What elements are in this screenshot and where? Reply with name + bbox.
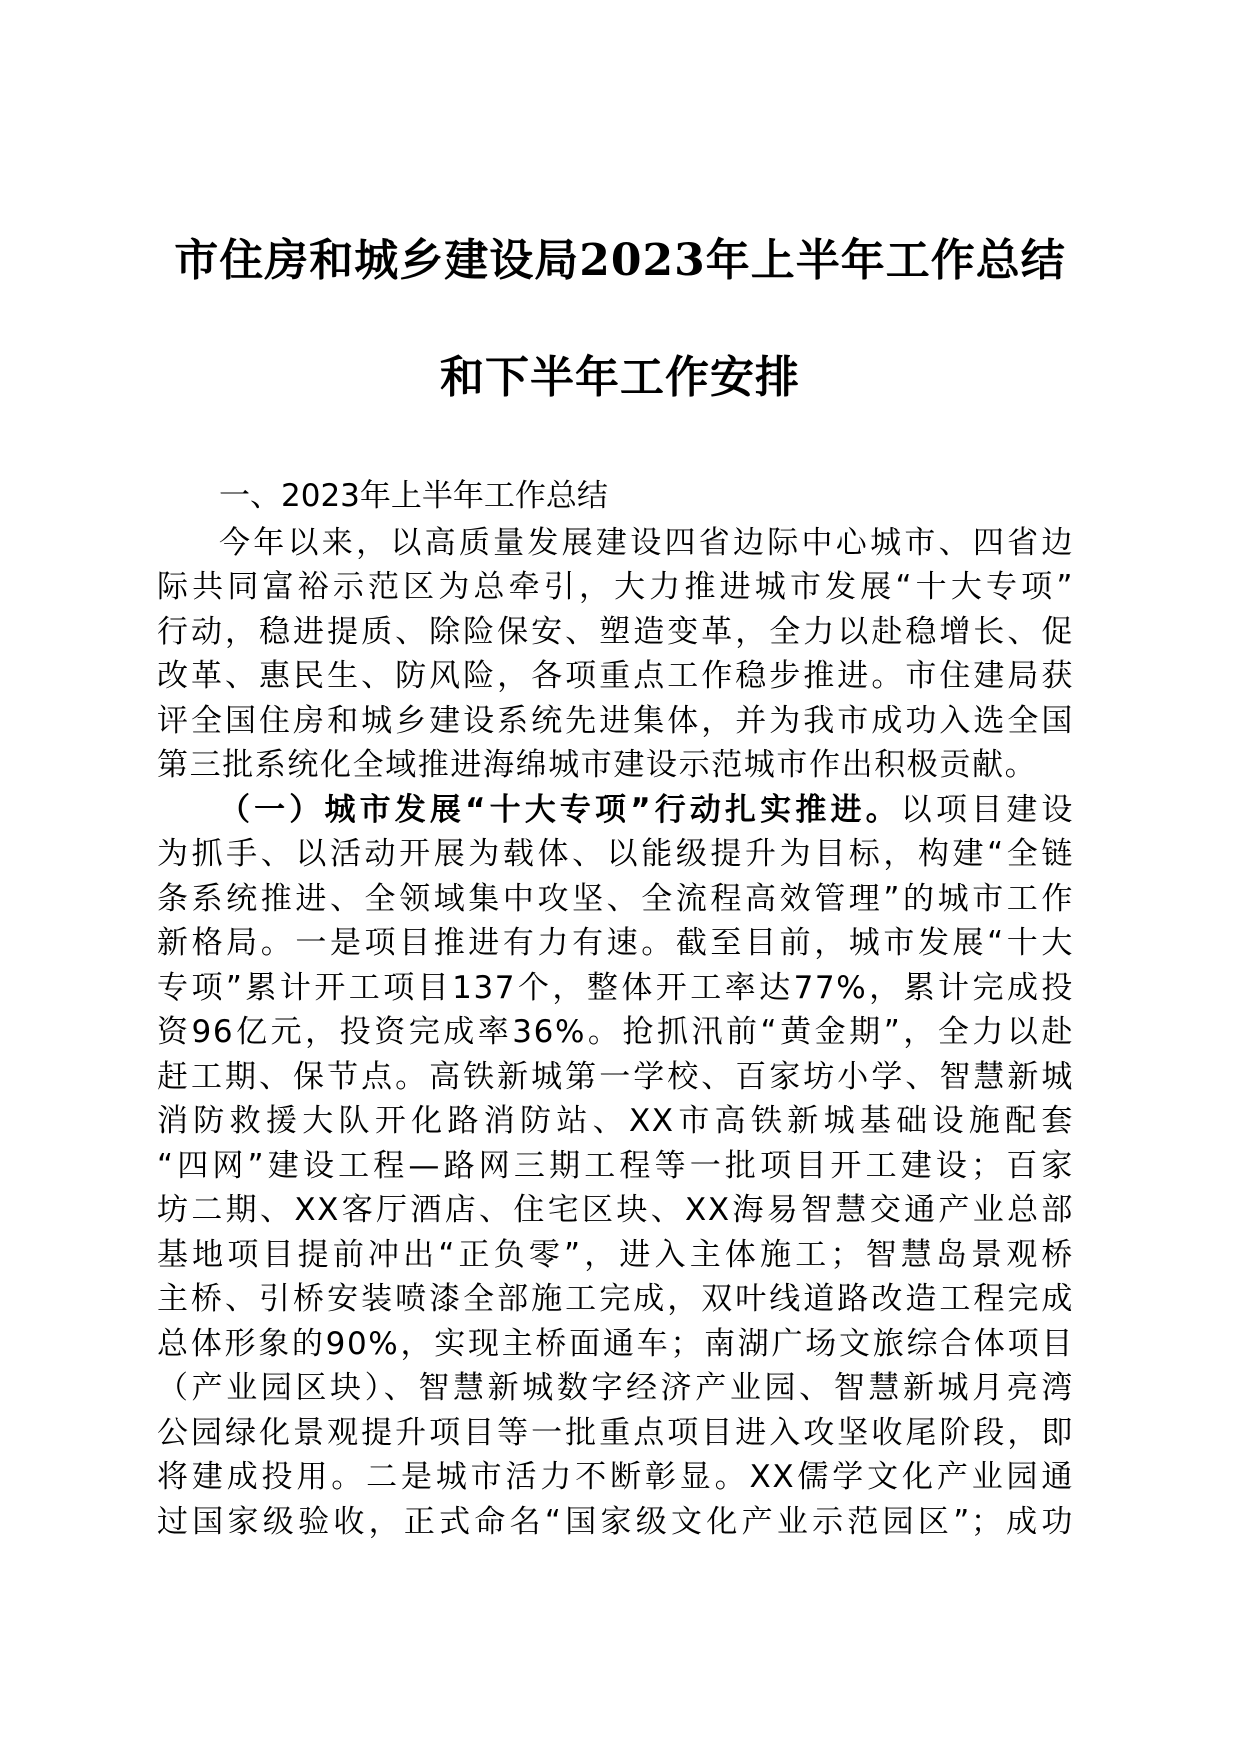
paragraph-line: 将建成投用。二是城市活力不断彰显。XX儒学文化产业园通 xyxy=(157,1459,1074,1495)
paragraph-line: 际共同富裕示范区为总牵引，大力推进城市发展“十大专项” xyxy=(157,569,1074,605)
document-body xyxy=(157,474,1074,1544)
subsection-heading-rest: 以项目建设 xyxy=(900,791,1075,828)
paragraph-line: 消防救援大队开化路消防站、XX市高铁新城基础设施配套 xyxy=(157,1103,1074,1139)
paragraph-line: 过国家级验收，正式命名“国家级文化产业示范园区”；成功 xyxy=(157,1503,1074,1540)
paragraph-line: 专项”累计开工项目137个，整体开工率达77%，累计完成投 xyxy=(157,969,1074,1006)
paragraph-line: 改革、惠民生、防风险，各项重点工作稳步推进。市住建局获 xyxy=(157,658,1074,694)
paragraph-line: 条系统推进、全领域集中攻坚、全流程高效管理”的城市工作 xyxy=(157,880,1074,917)
paragraph-line: 新格局。一是项目推进有力有速。截至目前，城市发展“十大 xyxy=(157,925,1074,961)
document-title-line-2: 和下半年工作安排 xyxy=(440,352,800,403)
section-heading: 一、2023年上半年工作总结 xyxy=(219,478,608,514)
paragraph-line: 行动，稳进提质、除险保安、塑造变革，全力以赴稳增长、促 xyxy=(157,613,1074,650)
subsection-heading: （一）城市发展“十大专项”行动扎实推进。 xyxy=(219,791,901,828)
paragraph-line: 坊二期、XX客厅酒店、住宅区块、XX海易智慧交通产业总部 xyxy=(157,1192,1074,1228)
paragraph-line xyxy=(157,788,1074,833)
subsection-paragraph xyxy=(157,788,1074,1545)
paragraph-line: 赶工期、保节点。高铁新城第一学校、百家坊小学、智慧新城 xyxy=(157,1058,1074,1095)
intro-paragraph xyxy=(157,521,1074,788)
paragraph-line: 公园绿化景观提升项目等一批重点项目进入攻坚收尾阶段，即 xyxy=(157,1414,1074,1451)
paragraph-line: 评全国住房和城乡建设系统先进集体，并为我市成功入选全国 xyxy=(157,702,1074,739)
paragraph-line: （产业园区块）、智慧新城数字经济产业园、智慧新城月亮湾 xyxy=(157,1370,1074,1406)
paragraph-line: 第三批系统化全域推进海绵城市建设示范城市作出积极贡献。 xyxy=(157,747,1038,783)
paragraph-line: 主桥、引桥安装喷漆全部施工完成，双叶线道路改造工程完成 xyxy=(157,1281,1074,1317)
paragraph-line: 资96亿元，投资完成率36%。抢抓汛前“黄金期”，全力以赴 xyxy=(157,1014,1074,1050)
paragraph-line: “四网”建设工程—路网三期工程等一批项目开工建设；百家 xyxy=(157,1147,1074,1184)
document-title-line-1: 市住房和城乡建设局2023年上半年工作总结 xyxy=(174,235,1066,286)
paragraph-line: 为抓手、以活动开展为载体、以能级提升为目标，构建“全链 xyxy=(157,836,1074,872)
paragraph-line: 基地项目提前冲出“正负零”，进入主体施工；智慧岛景观桥 xyxy=(157,1236,1074,1273)
paragraph-line: 总体形象的90%，实现主桥面通车；南湖广场文旅综合体项目 xyxy=(157,1325,1074,1362)
paragraph-line: 今年以来，以高质量发展建设四省边际中心城市、四省边 xyxy=(219,524,1074,561)
